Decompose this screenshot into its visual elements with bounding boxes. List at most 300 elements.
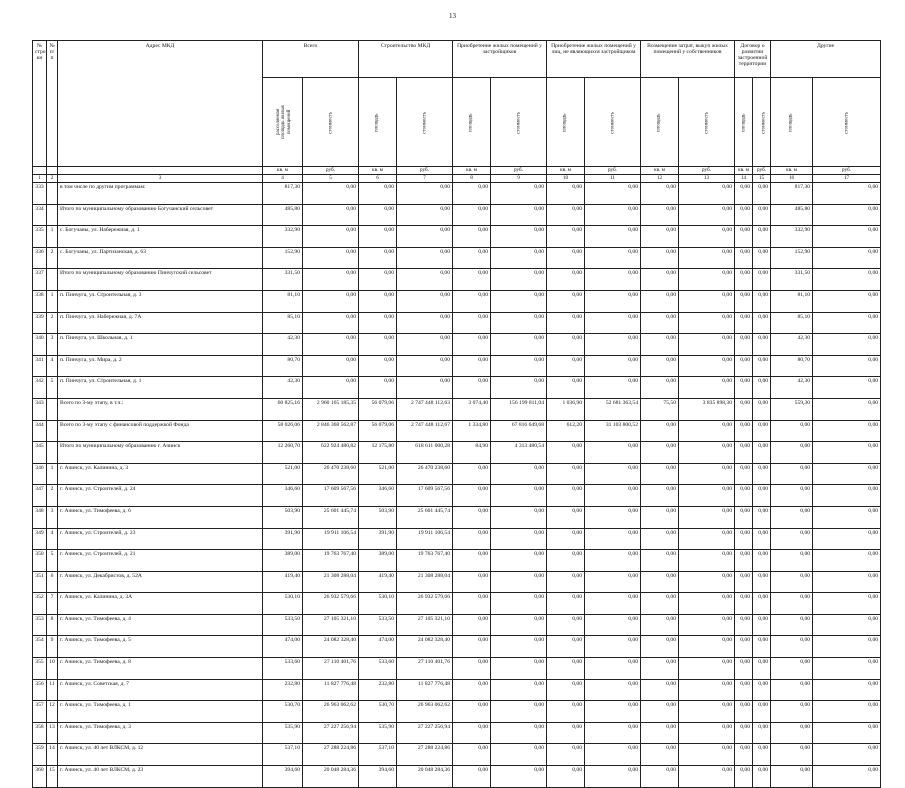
column-number: 2 bbox=[47, 175, 58, 183]
row-address: п. Пинчуга, ул. Мира, д. 2 bbox=[58, 355, 263, 377]
row-value-cell: 0,00 bbox=[679, 636, 735, 658]
row-value-cell: 0,00 bbox=[641, 442, 679, 464]
row-value-cell: 0,00 bbox=[735, 593, 753, 615]
row-value-cell: 0,00 bbox=[453, 377, 491, 399]
row-value-cell: 0,00 bbox=[547, 679, 585, 701]
row-value-cell: 0,00 bbox=[735, 290, 753, 312]
row-value-cell: 0,00 bbox=[641, 571, 679, 593]
row-value-cell: 0,00 bbox=[753, 593, 771, 615]
row-value-cell: 0,00 bbox=[771, 593, 813, 615]
unit-sqm: кв. м bbox=[735, 167, 753, 175]
row-value-cell: 0,00 bbox=[547, 744, 585, 766]
row-value-cell: 0,00 bbox=[641, 226, 679, 248]
row-value-cell: 0,00 bbox=[771, 506, 813, 528]
row-item-number: 14 bbox=[47, 744, 58, 766]
row-value-cell: 0,00 bbox=[547, 269, 585, 291]
row-value-cell: 0,00 bbox=[641, 463, 679, 485]
row-value-cell: 232,80 bbox=[359, 679, 397, 701]
row-address: п. Пинчуга, ул. Школьная, д. 1 bbox=[58, 334, 263, 356]
row-address: Итого по муниципальному образованию Пинчугский сельсовет bbox=[58, 269, 263, 291]
row-value-cell: 0,00 bbox=[679, 550, 735, 572]
row-value-cell: 0,00 bbox=[753, 722, 771, 744]
table-row bbox=[33, 744, 881, 766]
row-item-number: 2 bbox=[47, 312, 58, 334]
row-value-cell: 27 110 401,76 bbox=[303, 658, 359, 680]
row-value-cell: 0,00 bbox=[753, 528, 771, 550]
row-value-cell: 152,90 bbox=[263, 247, 303, 269]
row-address: г. Ачинск, ул. Строителей, д. 21 bbox=[58, 550, 263, 572]
row-value-cell: 0,00 bbox=[397, 269, 453, 291]
row-value-cell: 0,00 bbox=[679, 355, 735, 377]
row-value-cell: 26 470 238,60 bbox=[303, 463, 359, 485]
row-value-cell: 533,60 bbox=[263, 658, 303, 680]
unit-sqm: кв. м bbox=[641, 167, 679, 175]
row-value-cell: 1 334,80 bbox=[453, 420, 491, 442]
row-value-cell: 0,00 bbox=[813, 269, 881, 291]
row-value-cell: 0,00 bbox=[641, 636, 679, 658]
row-value-cell: 0,00 bbox=[813, 204, 881, 226]
row-address: п. Пинчуга, ул. Строительная, д. 1 bbox=[58, 377, 263, 399]
row-value-cell: 0,00 bbox=[813, 701, 881, 723]
row-value-cell: 0,00 bbox=[813, 636, 881, 658]
row-value-cell: 85,10 bbox=[263, 312, 303, 334]
row-value-cell: 0,00 bbox=[453, 636, 491, 658]
row-value-cell: 0,00 bbox=[397, 312, 453, 334]
row-value-cell: 0,00 bbox=[453, 290, 491, 312]
row-value-cell: 530,70 bbox=[359, 701, 397, 723]
row-item-number bbox=[47, 420, 58, 442]
row-value-cell: 0,00 bbox=[547, 377, 585, 399]
row-value-cell: 0,00 bbox=[641, 593, 679, 615]
row-value-cell: 0,00 bbox=[303, 204, 359, 226]
row-value-cell: 0,00 bbox=[735, 571, 753, 593]
row-value-cell: 394,60 bbox=[263, 766, 303, 788]
row-value-cell: 0,00 bbox=[303, 334, 359, 356]
row-value-cell: 232,80 bbox=[263, 679, 303, 701]
row-value-cell: 0,00 bbox=[585, 722, 641, 744]
unit-rub: руб. bbox=[585, 167, 641, 175]
row-value-cell: 535,90 bbox=[263, 722, 303, 744]
row-value-cell: 0,00 bbox=[641, 506, 679, 528]
row-value-cell: 0,00 bbox=[679, 744, 735, 766]
unit-sqm: кв. м bbox=[263, 167, 303, 175]
row-value-cell: 0,00 bbox=[679, 334, 735, 356]
row-address: Всего по 3-му этапу, в т.ч.: bbox=[58, 398, 263, 420]
row-item-number: 4 bbox=[47, 355, 58, 377]
row-value-cell: 0,00 bbox=[397, 247, 453, 269]
row-address: г. Ачинск, ул. 40 лет ВЛКСМ, д. 23 bbox=[58, 766, 263, 788]
row-value-cell: 0,00 bbox=[735, 420, 753, 442]
row-value-cell: 0,00 bbox=[547, 593, 585, 615]
row-value-cell: 60 825,16 bbox=[263, 398, 303, 420]
row-value-cell: 0,00 bbox=[585, 355, 641, 377]
row-value-cell: 0,00 bbox=[453, 312, 491, 334]
row-value-cell: 0,00 bbox=[679, 204, 735, 226]
row-value-cell: 80,70 bbox=[263, 355, 303, 377]
row-value-cell: 0,00 bbox=[585, 204, 641, 226]
row-value-cell: 0,00 bbox=[547, 334, 585, 356]
row-value-cell: 0,00 bbox=[679, 506, 735, 528]
sub-header-cost: стоимость bbox=[813, 78, 881, 167]
sub-header-area: площадь bbox=[771, 78, 813, 167]
row-value-cell: 0,00 bbox=[735, 269, 753, 291]
row-value-cell: 1 036,90 bbox=[547, 398, 585, 420]
row-value-cell: 0,00 bbox=[641, 204, 679, 226]
row-value-cell: 0,00 bbox=[813, 183, 881, 205]
row-value-cell: 533,50 bbox=[263, 614, 303, 636]
row-value-cell: 0,00 bbox=[359, 269, 397, 291]
row-value-cell: 0,00 bbox=[491, 766, 547, 788]
column-number: 16 bbox=[771, 175, 813, 183]
row-value-cell: 0,00 bbox=[735, 550, 753, 572]
row-value-cell: 0,00 bbox=[813, 334, 881, 356]
row-value-cell: 0,00 bbox=[585, 571, 641, 593]
row-value-cell: 0,00 bbox=[641, 722, 679, 744]
unit-sqm: кв. м bbox=[547, 167, 585, 175]
row-value-cell: 0,00 bbox=[813, 463, 881, 485]
row-value-cell: 0,00 bbox=[641, 485, 679, 507]
row-value-cell: 0,00 bbox=[641, 269, 679, 291]
row-value-cell: 3 835 898,30 bbox=[679, 398, 735, 420]
row-value-cell: 0,00 bbox=[771, 550, 813, 572]
table-row bbox=[33, 334, 881, 356]
row-value-cell: 2 747 448 112,67 bbox=[397, 420, 453, 442]
row-value-cell: 0,00 bbox=[813, 658, 881, 680]
row-value-cell: 0,00 bbox=[491, 247, 547, 269]
row-item-number: 10 bbox=[47, 658, 58, 680]
row-value-cell: 80,70 bbox=[771, 355, 813, 377]
row-value-cell: 0,00 bbox=[753, 550, 771, 572]
row-value-cell: 0,00 bbox=[813, 744, 881, 766]
row-line-number: 342 bbox=[33, 377, 47, 399]
header-purchase-developers: Приобретение жилых помещений у застройщиков bbox=[453, 41, 547, 78]
row-line-number: 348 bbox=[33, 506, 47, 528]
row-value-cell: 0,00 bbox=[547, 636, 585, 658]
row-value-cell: 0,00 bbox=[753, 334, 771, 356]
row-value-cell: 817,30 bbox=[771, 183, 813, 205]
row-value-cell: 0,00 bbox=[491, 722, 547, 744]
row-value-cell: 0,00 bbox=[585, 442, 641, 464]
row-value-cell: 0,00 bbox=[641, 312, 679, 334]
row-value-cell: 0,00 bbox=[771, 420, 813, 442]
row-value-cell: 503,90 bbox=[263, 506, 303, 528]
row-value-cell: 0,00 bbox=[585, 701, 641, 723]
row-value-cell: 0,00 bbox=[753, 312, 771, 334]
column-numbers-row bbox=[33, 175, 881, 183]
table-row bbox=[33, 593, 881, 615]
row-value-cell: 0,00 bbox=[679, 593, 735, 615]
row-value-cell: 0,00 bbox=[753, 701, 771, 723]
table-body bbox=[33, 183, 881, 788]
row-value-cell: 0,00 bbox=[359, 247, 397, 269]
row-value-cell: 0,00 bbox=[585, 226, 641, 248]
row-value-cell: 0,00 bbox=[735, 204, 753, 226]
row-value-cell: 0,00 bbox=[771, 614, 813, 636]
row-value-cell: 0,00 bbox=[303, 269, 359, 291]
row-address: с. Богучаны, ул. Набережная, д. 1 bbox=[58, 226, 263, 248]
row-value-cell: 0,00 bbox=[491, 679, 547, 701]
row-value-cell: 0,00 bbox=[585, 506, 641, 528]
row-value-cell: 27 288 224,86 bbox=[397, 744, 453, 766]
row-value-cell: 537,10 bbox=[359, 744, 397, 766]
row-value-cell: 0,00 bbox=[679, 701, 735, 723]
row-value-cell: 0,00 bbox=[679, 485, 735, 507]
row-value-cell: 0,00 bbox=[753, 355, 771, 377]
row-item-number: 13 bbox=[47, 722, 58, 744]
row-value-cell: 0,00 bbox=[641, 701, 679, 723]
row-value-cell: 0,00 bbox=[359, 334, 397, 356]
row-address: г. Ачинск, ул. Декабристов, д. 52А bbox=[58, 571, 263, 593]
row-value-cell: 0,00 bbox=[641, 334, 679, 356]
row-value-cell: 0,00 bbox=[397, 377, 453, 399]
row-value-cell: 42,30 bbox=[771, 334, 813, 356]
row-value-cell: 0,00 bbox=[813, 550, 881, 572]
unit-sqm: кв. м bbox=[453, 167, 491, 175]
row-value-cell: 0,00 bbox=[491, 571, 547, 593]
sub-header-cost: стоимость bbox=[585, 78, 641, 167]
row-value-cell: 0,00 bbox=[641, 247, 679, 269]
row-value-cell: 31 103 800,52 bbox=[585, 420, 641, 442]
row-value-cell: 485,80 bbox=[771, 204, 813, 226]
row-value-cell: 331,50 bbox=[263, 269, 303, 291]
row-value-cell: 0,00 bbox=[359, 377, 397, 399]
row-value-cell: 0,00 bbox=[453, 506, 491, 528]
row-item-number bbox=[47, 269, 58, 291]
row-line-number: 357 bbox=[33, 701, 47, 723]
row-address: п. Пинчуга, ул. Набережная, д. 7А bbox=[58, 312, 263, 334]
row-value-cell: 0,00 bbox=[735, 722, 753, 744]
row-line-number: 346 bbox=[33, 463, 47, 485]
row-value-cell: 0,00 bbox=[453, 247, 491, 269]
row-item-number bbox=[47, 398, 58, 420]
row-line-number: 340 bbox=[33, 334, 47, 356]
row-item-number: 4 bbox=[47, 528, 58, 550]
row-value-cell: 0,00 bbox=[491, 658, 547, 680]
row-item-number: 15 bbox=[47, 766, 58, 788]
row-address: г. Ачинск, ул. Калинина, д. 3А bbox=[58, 593, 263, 615]
row-value-cell: 27 110 401,76 bbox=[397, 658, 453, 680]
table-row bbox=[33, 398, 881, 420]
row-value-cell: 0,00 bbox=[547, 658, 585, 680]
row-value-cell: 0,00 bbox=[359, 355, 397, 377]
row-value-cell: 0,00 bbox=[679, 766, 735, 788]
column-number: 1 bbox=[33, 175, 47, 183]
row-value-cell: 0,00 bbox=[771, 744, 813, 766]
row-address: г. Ачинск, ул. Тимофеева, д. 6 bbox=[58, 506, 263, 528]
row-value-cell: 0,00 bbox=[641, 766, 679, 788]
table-row bbox=[33, 766, 881, 788]
row-value-cell: 0,00 bbox=[753, 766, 771, 788]
row-value-cell: 0,00 bbox=[641, 355, 679, 377]
row-item-number: 3 bbox=[47, 334, 58, 356]
row-value-cell: 817,30 bbox=[263, 183, 303, 205]
row-value-cell: 0,00 bbox=[303, 226, 359, 248]
row-value-cell: 0,00 bbox=[813, 377, 881, 399]
row-value-cell: 0,00 bbox=[735, 442, 753, 464]
row-value-cell: 0,00 bbox=[753, 744, 771, 766]
row-value-cell: 0,00 bbox=[771, 485, 813, 507]
row-value-cell: 533,50 bbox=[359, 614, 397, 636]
row-value-cell: 25 601 445,74 bbox=[303, 506, 359, 528]
unit-rub: руб. bbox=[753, 167, 771, 175]
row-value-cell: 84,90 bbox=[453, 442, 491, 464]
row-line-number: 356 bbox=[33, 679, 47, 701]
row-value-cell: 0,00 bbox=[735, 636, 753, 658]
row-value-cell: 27 288 224,86 bbox=[303, 744, 359, 766]
row-value-cell: 0,00 bbox=[735, 334, 753, 356]
row-value-cell: 0,00 bbox=[679, 571, 735, 593]
row-value-cell: 20 048 284,36 bbox=[397, 766, 453, 788]
row-value-cell: 0,00 bbox=[397, 183, 453, 205]
row-value-cell: 0,00 bbox=[813, 722, 881, 744]
row-value-cell: 0,00 bbox=[735, 377, 753, 399]
row-value-cell: 0,00 bbox=[771, 463, 813, 485]
row-value-cell: 17 609 567,56 bbox=[397, 485, 453, 507]
header-groups-row bbox=[33, 41, 881, 78]
row-value-cell: 0,00 bbox=[547, 463, 585, 485]
row-value-cell: 0,00 bbox=[753, 506, 771, 528]
row-value-cell: 0,00 bbox=[585, 658, 641, 680]
row-address: г. Ачинск, ул. Советская, д. 7 bbox=[58, 679, 263, 701]
row-value-cell: 0,00 bbox=[771, 442, 813, 464]
column-number: 3 bbox=[58, 175, 263, 183]
row-value-cell: 0,00 bbox=[679, 226, 735, 248]
row-value-cell: 0,00 bbox=[547, 355, 585, 377]
row-value-cell: 11 827 776,48 bbox=[397, 679, 453, 701]
row-address: Итого по муниципальному образованию Богучанский сельсовет bbox=[58, 204, 263, 226]
row-value-cell: 0,00 bbox=[641, 550, 679, 572]
column-number: 10 bbox=[547, 175, 585, 183]
row-value-cell: 24 082 328,40 bbox=[397, 636, 453, 658]
row-value-cell: 0,00 bbox=[753, 204, 771, 226]
row-value-cell: 0,00 bbox=[813, 420, 881, 442]
row-item-number: 6 bbox=[47, 571, 58, 593]
row-value-cell: 0,00 bbox=[679, 247, 735, 269]
row-value-cell: 0,00 bbox=[585, 290, 641, 312]
row-value-cell: 25 601 445,74 bbox=[397, 506, 453, 528]
row-value-cell: 27 227 256,94 bbox=[397, 722, 453, 744]
row-address: Итого по муниципальному образованию г. Ачинск bbox=[58, 442, 263, 464]
row-value-cell: 521,00 bbox=[263, 463, 303, 485]
row-value-cell: 622 924 480,82 bbox=[303, 442, 359, 464]
table-row bbox=[33, 312, 881, 334]
row-value-cell: 419,40 bbox=[263, 571, 303, 593]
row-value-cell: 0,00 bbox=[547, 312, 585, 334]
row-value-cell: 0,00 bbox=[753, 442, 771, 464]
row-value-cell: 0,00 bbox=[679, 463, 735, 485]
column-number: 11 bbox=[585, 175, 641, 183]
row-line-number: 336 bbox=[33, 247, 47, 269]
row-value-cell: 0,00 bbox=[585, 614, 641, 636]
row-value-cell: 0,00 bbox=[679, 312, 735, 334]
row-line-number: 339 bbox=[33, 312, 47, 334]
table-row bbox=[33, 571, 881, 593]
page-number: 13 bbox=[449, 12, 456, 20]
row-value-cell: 0,00 bbox=[491, 355, 547, 377]
row-value-cell: 0,00 bbox=[547, 183, 585, 205]
sub-header-cost: стоимость bbox=[491, 78, 547, 167]
row-value-cell: 0,00 bbox=[303, 355, 359, 377]
row-value-cell: 0,00 bbox=[547, 528, 585, 550]
row-value-cell: 0,00 bbox=[547, 701, 585, 723]
row-value-cell: 0,00 bbox=[547, 550, 585, 572]
row-value-cell: 26 932 579,66 bbox=[397, 593, 453, 615]
row-value-cell: 0,00 bbox=[641, 377, 679, 399]
row-value-cell: 0,00 bbox=[753, 658, 771, 680]
row-value-cell: 11 827 776,48 bbox=[303, 679, 359, 701]
row-value-cell: 0,00 bbox=[771, 636, 813, 658]
row-value-cell: 0,00 bbox=[641, 528, 679, 550]
column-number: 13 bbox=[679, 175, 735, 183]
row-value-cell: 0,00 bbox=[735, 506, 753, 528]
row-address: г. Ачинск, ул. Тимофеева, д. 8 bbox=[58, 658, 263, 680]
row-value-cell: 394,60 bbox=[359, 766, 397, 788]
row-value-cell: 0,00 bbox=[813, 679, 881, 701]
row-item-number: 1 bbox=[47, 290, 58, 312]
row-value-cell: 331,50 bbox=[771, 269, 813, 291]
row-value-cell: 0,00 bbox=[453, 614, 491, 636]
row-value-cell: 19 763 767,40 bbox=[303, 550, 359, 572]
row-value-cell: 0,00 bbox=[453, 766, 491, 788]
row-value-cell: 0,00 bbox=[679, 442, 735, 464]
row-value-cell: 0,00 bbox=[491, 312, 547, 334]
row-line-number: 333 bbox=[33, 183, 47, 205]
row-value-cell: 2 846 368 562,87 bbox=[303, 420, 359, 442]
row-item-number bbox=[47, 204, 58, 226]
header-purchase-non-developers: Приобретение жилых помещений у лиц, не являющихся застройщиком bbox=[547, 41, 641, 78]
row-value-cell: 0,00 bbox=[491, 593, 547, 615]
row-value-cell: 0,00 bbox=[585, 463, 641, 485]
row-value-cell: 0,00 bbox=[679, 679, 735, 701]
row-value-cell: 0,00 bbox=[813, 593, 881, 615]
row-value-cell: 21 308 288,04 bbox=[303, 571, 359, 593]
sub-header-area-total: расселяемая площадь жилых помещений bbox=[263, 78, 303, 167]
row-value-cell: 0,00 bbox=[359, 204, 397, 226]
row-value-cell: 0,00 bbox=[547, 722, 585, 744]
row-value-cell: 24 082 328,40 bbox=[303, 636, 359, 658]
table-row bbox=[33, 204, 881, 226]
row-line-number: 350 bbox=[33, 550, 47, 572]
row-value-cell: 27 105 321,10 bbox=[397, 614, 453, 636]
row-value-cell: 0,00 bbox=[491, 636, 547, 658]
row-address: г. Ачинск, ул. 40 лет ВЛКСМ, д. 12 bbox=[58, 744, 263, 766]
row-value-cell: 0,00 bbox=[547, 442, 585, 464]
table-row bbox=[33, 528, 881, 550]
row-value-cell: 0,00 bbox=[453, 355, 491, 377]
row-address: г. Ачинск, ул. Строителей, д. 23 bbox=[58, 528, 263, 550]
row-value-cell: 42,30 bbox=[263, 334, 303, 356]
row-value-cell: 2 960 165 185,35 bbox=[303, 398, 359, 420]
row-address: с. Богучаны, ул. Партизанская, д. 63 bbox=[58, 247, 263, 269]
row-value-cell: 0,00 bbox=[813, 506, 881, 528]
row-address: п. Пинчуга, ул. Строительная, д. 3 bbox=[58, 290, 263, 312]
row-value-cell: 0,00 bbox=[397, 226, 453, 248]
row-value-cell: 0,00 bbox=[771, 766, 813, 788]
row-value-cell: 0,00 bbox=[753, 290, 771, 312]
row-value-cell: 0,00 bbox=[679, 377, 735, 399]
header-compensation: Возмещение затрат, выкуп жилых помещений у собственников bbox=[641, 41, 735, 78]
table-row bbox=[33, 636, 881, 658]
table-row bbox=[33, 269, 881, 291]
row-value-cell: 0,00 bbox=[303, 290, 359, 312]
row-item-number: 5 bbox=[47, 550, 58, 572]
row-value-cell: 81,10 bbox=[263, 290, 303, 312]
row-value-cell: 0,00 bbox=[585, 183, 641, 205]
row-value-cell: 0,00 bbox=[303, 312, 359, 334]
row-value-cell: 0,00 bbox=[585, 247, 641, 269]
row-line-number: 360 bbox=[33, 766, 47, 788]
row-value-cell: 85,10 bbox=[771, 312, 813, 334]
